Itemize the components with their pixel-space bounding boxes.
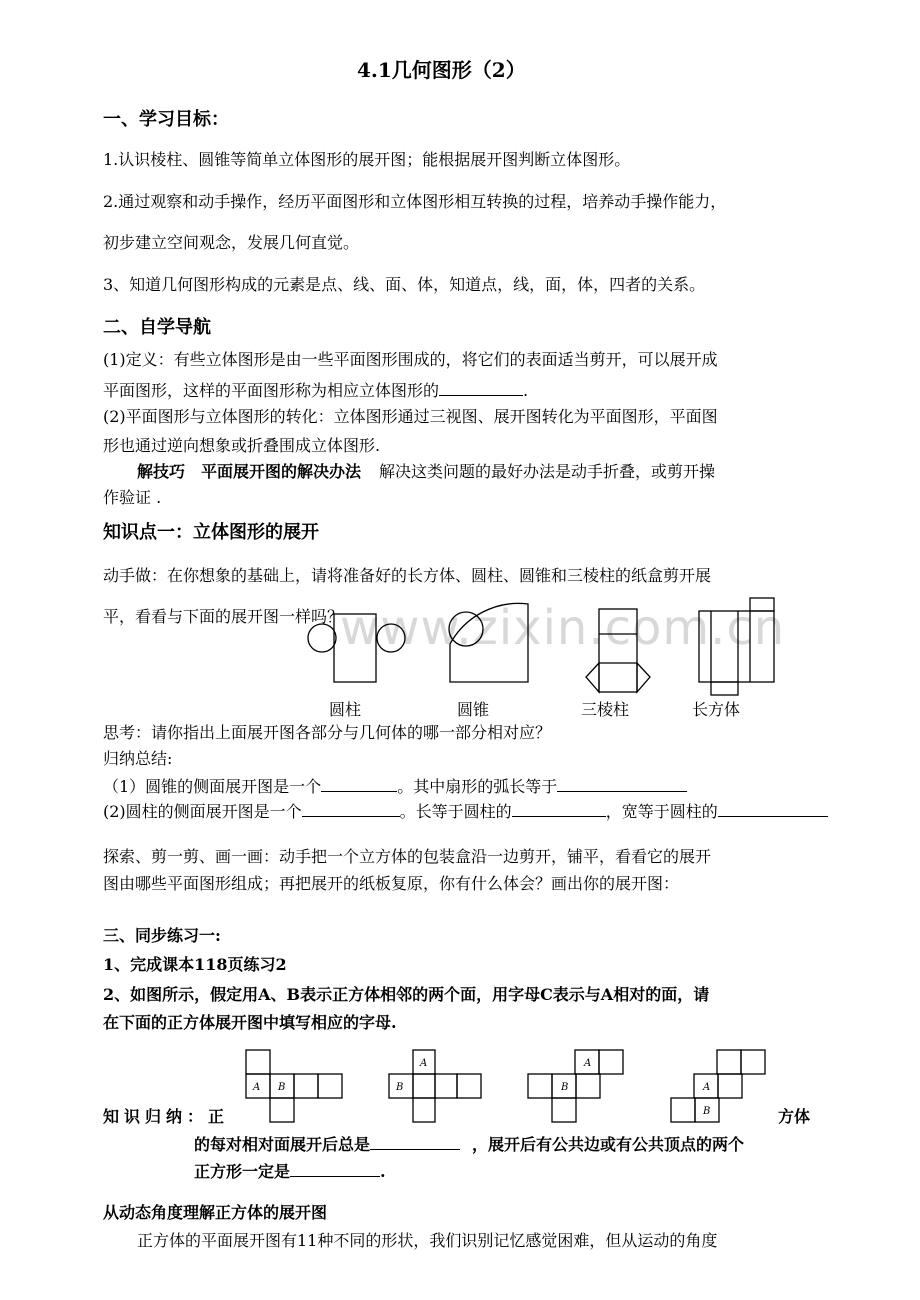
- net3-letter-a: A: [584, 1058, 592, 1069]
- cuboid-net-bottom: [711, 682, 738, 695]
- knowledge-line-2: [194, 1133, 744, 1155]
- summary-q1: [103, 775, 687, 797]
- kn3-text: 正方形一定是: [194, 1162, 291, 1181]
- cuboid-net-top: [750, 598, 774, 611]
- summary-q2: [103, 800, 828, 822]
- explore-2: 图由哪些平面图形组成；再把展开的纸板复原，你有什么体会？画出你的展开图：: [103, 874, 680, 893]
- goal-3: 3、知道几何图形构成的元素是点、线、面、体，知道点，线，面，体，四者的关系。: [103, 275, 706, 294]
- prism-net-left-triangle: [586, 663, 599, 692]
- def-1b-text: 平面图形，这样的平面图形称为相应立体图形的: [103, 381, 440, 400]
- hands-on-1: 动手做：在你想象的基础上，请将准备好的长方体、圆柱、圆锥和三棱柱的纸盒剪开展: [103, 566, 712, 585]
- prism-net-body: [599, 609, 637, 692]
- cube-net-1: [246, 1050, 342, 1122]
- def-1b-end: .: [523, 381, 529, 400]
- hands-on-2: 平，看看与下面的展开图一样吗？: [103, 607, 344, 626]
- blank-line: [718, 800, 828, 817]
- knowledge-right: 方体: [778, 1107, 811, 1126]
- goal-2b: 初步建立空间观念，发展几何直觉。: [103, 233, 360, 252]
- cone-net-sector: [450, 603, 528, 682]
- page-title: 4.1几何图形（2）: [357, 58, 526, 82]
- net4-letter-a: A: [703, 1082, 711, 1093]
- tip-title: 平面展开图的解决办法: [201, 462, 362, 481]
- kn2-text-b: ，展开后有公共边或有公共顶点的两个: [472, 1135, 745, 1154]
- exercise-1: 1、完成课本118页练习2: [103, 955, 287, 974]
- cuboid-net-body: [699, 611, 774, 682]
- exercise-2a: 2、如图所示，假定用A、B表示正方体相邻的两个面，用字母C表示与A相对的面，请: [103, 985, 710, 1004]
- knowledge-1-heading: 知识点一：立体图形的展开: [103, 522, 319, 543]
- cube-net-4: [671, 1050, 765, 1122]
- label-triangular-prism: 三棱柱: [581, 700, 630, 719]
- label-cone: 圆锥: [457, 700, 490, 719]
- explore-1: 探索、剪一剪、画一画：动手把一个立方体的包装盒沿一边剪开，铺平，看看它的展开: [103, 847, 712, 866]
- cylinder-net-top: [308, 624, 336, 652]
- q2-text-b: 。长等于圆柱的: [399, 802, 512, 821]
- q1-text-a: （1）圆锥的侧面展开图是一个: [103, 777, 322, 796]
- cube-net-3: [528, 1050, 623, 1122]
- label-cuboid: 长方体: [692, 700, 741, 719]
- knowledge-label: 知识归纳：正: [103, 1107, 230, 1126]
- section-2-heading: 二、自学导航: [103, 317, 211, 338]
- summary-label: 归纳总结:: [103, 749, 173, 768]
- section-3-heading: 三、同步练习一:: [103, 926, 221, 945]
- net2-letter-a: A: [420, 1058, 428, 1069]
- q1-text-b: 。其中扇形的弧长等于: [397, 777, 558, 796]
- def-1a: (1)定义：有些立体图形是由一些平面图形围成的，将它们的表面适当剪开，可以展开成: [103, 350, 718, 369]
- dynamic-heading: 从动态角度理解正方体的展开图: [103, 1203, 328, 1222]
- q2-text-a: (2)圆柱的侧面展开图是一个: [103, 802, 302, 821]
- knowledge-line-3: [194, 1160, 386, 1182]
- section-1-heading: 一、学习目标：: [103, 109, 229, 130]
- watermark: www.zixin.com.cn: [340, 600, 786, 656]
- def-2b: 形也通过逆向想象或折叠围成立体图形.: [103, 436, 381, 455]
- dynamic-text: 正方体的平面展开图有11种不同的形状，我们识别记忆感觉困难，但从运动的角度: [137, 1231, 718, 1250]
- q2-text-c: ，宽等于圆柱的: [605, 802, 718, 821]
- goal-2a: 2.通过观察和动手操作，经历平面图形和立体图形相互转换的过程，培养动手操作能力，: [103, 192, 727, 211]
- def-2a: (2)平面图形与立体图形的转化：立体图形通过三视图、展开图转化为平面图形，平面图: [103, 407, 718, 426]
- net3-letter-b: B: [561, 1082, 569, 1093]
- blank-line: [321, 775, 397, 792]
- net1-letter-a: A: [253, 1082, 261, 1093]
- blank-line: [512, 800, 606, 817]
- blank-line: [557, 775, 687, 792]
- net1-letter-b: B: [278, 1082, 286, 1093]
- kn2-text-a: 的每对相对面展开后总是: [194, 1135, 371, 1154]
- net4-letter-b: B: [703, 1106, 711, 1117]
- kn3-end: .: [380, 1162, 386, 1181]
- net2-letter-b: B: [396, 1082, 404, 1093]
- exercise-2b: 在下面的正方体展开图中填写相应的字母.: [103, 1013, 397, 1032]
- tip-text: 解决这类问题的最好办法是动手折叠，或剪开操: [379, 462, 716, 481]
- cone-net-base: [449, 612, 483, 646]
- cylinder-net-side: [334, 614, 376, 682]
- blank-line: [290, 1160, 380, 1177]
- tip-text-2: 作验证 .: [103, 488, 162, 507]
- think-line: 思考：请你指出上面展开图各部分与几何体的哪一部分相对应？: [103, 723, 552, 742]
- prism-net-right-triangle: [637, 663, 650, 692]
- cylinder-net-bottom: [377, 624, 405, 652]
- goal-1: 1.认识棱柱、圆锥等简单立体图形的展开图；能根据展开图判断立体图形。: [103, 150, 631, 169]
- blank-line: [302, 800, 400, 817]
- tip-label: 解技巧: [137, 462, 186, 481]
- label-cylinder: 圆柱: [329, 700, 362, 719]
- blank-line: [370, 1133, 460, 1150]
